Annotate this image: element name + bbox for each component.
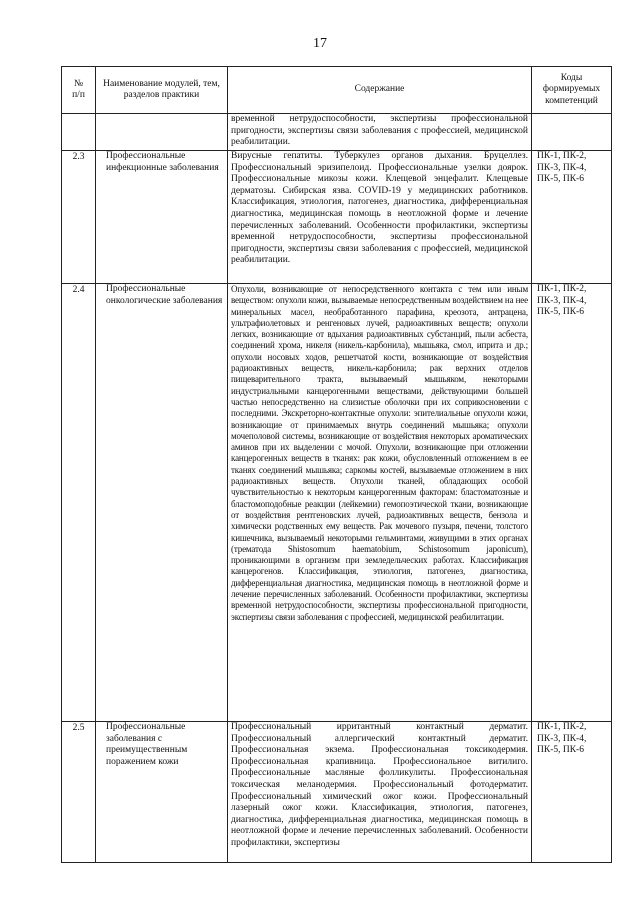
row-name: Профессиональные онкологические заболевания — [96, 284, 228, 722]
row-content: временной нетрудоспособности, экспертизы профессиональной пригодности, экспертизы связи заболевания с профессией, медицинской реабилитации. — [228, 114, 532, 151]
table-row — [62, 722, 612, 863]
header-codes: Коды формируемых компетенций — [532, 67, 612, 114]
header-num: № п/п — [62, 67, 96, 114]
row-codes: ПК-1, ПК-2, ПК-3, ПК-4, ПК-5, ПК-6 — [532, 722, 612, 863]
table-row — [62, 114, 612, 151]
row-codes: ПК-1, ПК-2, ПК-3, ПК-4, ПК-5, ПК-6 — [532, 284, 612, 722]
row-num: 2.4 — [62, 284, 96, 722]
table-header-row — [62, 67, 612, 114]
row-name — [96, 114, 228, 151]
practice-content-table — [61, 66, 612, 863]
table-row — [62, 151, 612, 284]
row-num — [62, 114, 96, 151]
row-content: Профессиональный ирритантный контактный дерматит. Профессиональный аллергический контактный дерматит. Профессиональная экзема. Профессиональная токсикодермия. Профессиональная крапивница. Профессиональное витилиго. Профессиональные масляные фолликулиты. Профессиональная токсическая меланодермия. Профессиональный фотодерматит. Профессиональный химический ожог кожи. Профессиональный лазерный ожог кожи. Классификация, этиология, патогенез, диагностика, дифференциальная диагностика, медицинская помощь в неотложной форме и лечение перечисленных заболеваний. Особенности профилактики, экспертизы — [228, 722, 532, 863]
row-name: Профессиональные инфекционные заболевания — [96, 151, 228, 284]
row-codes — [532, 114, 612, 151]
row-num: 2.3 — [62, 151, 96, 284]
header-content: Содержание — [228, 67, 532, 114]
row-codes: ПК-1, ПК-2, ПК-3, ПК-4, ПК-5, ПК-6 — [532, 151, 612, 284]
header-name: Наименование модулей, тем, разделов практики — [96, 67, 228, 114]
page-number: 17 — [313, 36, 327, 51]
table-row — [62, 284, 612, 722]
row-name: Профессиональные заболевания с преимущественным поражением кожи — [96, 722, 228, 863]
row-num: 2.5 — [62, 722, 96, 863]
row-content: Опухоли, возникающие от непосредственного контакта с тем или иным веществом: опухоли кожи, вызываемые непосредственным воздействием на нее минеральных масел, необработанного парафина, креозота, антрацена, ультрафиолетовых и ренгеновых лучей, радиоактивных веществ; опухоли легких, возникающие от вдыхания радиоактивных субстанций, пыли асбеста, соединений хрома, никеля (никель-карбонила), мышьяка, смол, иприта и др.; опухоли носовых ходов, решетчатой кости, возникающие от воздействия радиоактивных веществ, никель-карбонила; рак верхних отделов пищеварительного тракта, вызываемый мышьяком, некоторыми индустриальными канцерогенными веществами, действующими большей частью непосредственно на слизистые оболочки при их соприкосновении с последними. Экскреторно-контактные опухоли: эпителиальные опухоли кожи, возникающие от принимаемых внутрь соединений мышьяка; опухоли мочеполовой системы, возникающие от воздействия некоторых ароматических аминов при их выделении с мочой. Опухоли, возникающие при отложении канцерогенных веществ в тканях: рак кожи, обусловленный отложением в ее тканях соединений мышьяка; саркомы костей, вызываемые отложением в них радиоактивных веществ. Опухоли тканей, обладающих особой чувствительностью к некоторым канцерогенным факторам: бластоматозные и бластомоподобные реакции (лейкемии) гемопоэтической ткани, возникающие от воздействия рентгеновских лучей, радиоактивных веществ, бензола и химически родственных ему веществ. Рак мочевого пузыря, печени, толстого кишечника, вызываемый некоторыми гельминтами, живущими в этих органах (трематода Shistosomum haematobium, Schistosomum japonicum), проникающими в организм при земледельческих работах. Классификация канцерогенов. Классификация, этиология, патогенез, диагностика, дифференциальная диагностика, медицинская помощь в неотложной форме и лечение перечисленных заболеваний. Особенности профилактики, экспертизы временной нетрудоспособности, экспертизы профессиональной пригодности, экспертизы связи заболевания с профессией, медицинской реабилитации. — [228, 284, 532, 722]
row-content: Вирусные гепатиты. Туберкулез органов дыхания. Бруцеллез. Профессиональный эризипелоид. Профессиональные узелки доярок. Профессиональные микозы кожи. Клещевой энцефалит. Клещевые дерматозы. Сибирская язва. COVID-19 у медицинских работников. Классификация, этиология, патогенез, диагностика, дифференциальная диагностика, медицинская помощь в неотложной форме и лечение перечисленных заболеваний. Особенности профилактики, экспертизы временной нетрудоспособности, экспертизы профессиональной пригодности, экспертизы связи заболевания с профессией, медицинской реабилитации. — [228, 151, 532, 284]
